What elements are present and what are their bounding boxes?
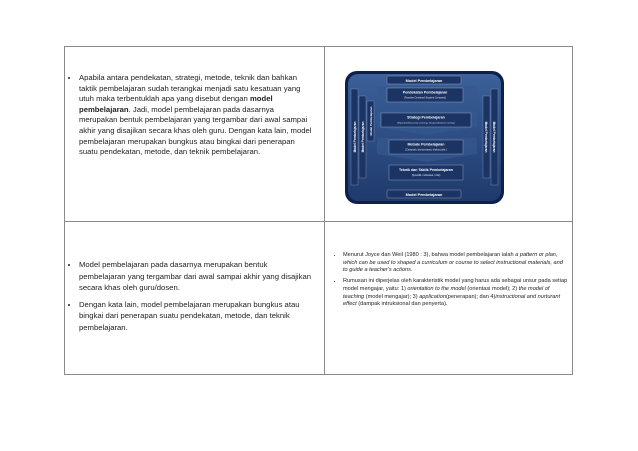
level-2-title: Strategi Pembelajaran xyxy=(407,115,445,120)
level-4-sub: (Spesifik, individual, Unik) xyxy=(411,174,441,177)
slide-3 xyxy=(65,222,324,376)
slide-4-list xyxy=(331,252,568,309)
item-2-text-1: Rumusan ini diperjelas oleh karakteristik model yang harus ada sebagai unsur pada setiap model mengajar, yaitu: 1) xyxy=(343,278,568,292)
paragraph-bold-term: model pembelajaran xyxy=(79,94,273,114)
item-2-text-2: (orientasi model); 2) xyxy=(465,285,519,292)
item-2-term-3: application xyxy=(419,293,446,300)
item-2-term-2: the model of teaching xyxy=(343,285,550,300)
item-2-text-4: (penerapan); dan 4) xyxy=(445,293,496,300)
item-2-term-4: instructional and nurturant effect xyxy=(343,293,561,308)
left-outer-label: Model Pembelajaran xyxy=(353,121,357,153)
top-label: Model Pembelajaran xyxy=(405,78,443,83)
slide-2 xyxy=(325,47,574,221)
slide-3-item-2: • Dengan kata lain, model pembelajaran merupakan bungkus atau bingkai dari penerapan suatu pendekatan, metode, dan teknik pembelajaran. xyxy=(79,299,316,334)
slide-4 xyxy=(325,222,574,376)
item-1-text: Menurut Joyce dan Weil (1980 : 3), bahwa model pembelajaran ialah xyxy=(343,252,516,258)
level-3-sub: (Ceramah, demonstrasi, diskusi,dsb.) xyxy=(405,148,447,152)
slide-1-list xyxy=(67,73,314,158)
slide-4-item-2 xyxy=(343,278,568,309)
paragraph-text: Apabila antara pendekatan, strategi, metode, teknik dan bahkan taktik pembelajaran sudah terangkai menjadi satu kesatuan yang utuh maka terbentuklah apa yang disebut dengan xyxy=(79,73,301,104)
slide-4-item-1 xyxy=(343,252,568,275)
item-1-end: . xyxy=(410,267,413,274)
level-1-sub: (Teacher Centered Student Centered) xyxy=(404,96,446,100)
level-2-sub: (Exposition/Discovery Learning, Group-Individual Learning) xyxy=(397,122,455,125)
item-2-term-1: orientation to the model xyxy=(407,285,466,292)
model-pembelajaran-diagram xyxy=(345,71,504,204)
level-1-title: Pendekatan Pembelajaran xyxy=(402,90,448,95)
left-mid-label: Model Pembelajaran xyxy=(361,121,365,153)
slide-3-list xyxy=(67,259,316,334)
right-inner-label: Model Pembelajaran xyxy=(484,121,488,153)
level-4-title: Teknik dan Taktik Pembelajaran xyxy=(399,168,453,172)
handout-page xyxy=(64,46,573,375)
slide-3-item-1: • Model pembelajaran pada dasarnya merupakan bentuk pembelajaran yang tergambar dari awal sampai akhir yang disajikan secara khas oleh guru/dosen. xyxy=(79,259,316,294)
item-2-text-3: (model mengajar); 3) xyxy=(364,293,420,300)
slide-1 xyxy=(65,47,324,221)
paragraph-text-continued: . Jadi, model pembelajaran pada dasarnya merupakan bentuk pembelajaran yang tergambar dari awal sampai akhir yang disajikan secara khas oleh guru. Dengan kata lain, model pembelajaran merupakan bungkus atau bingkai dari penerapan suatu pendekatan, metode, dan teknik pembelajaran. xyxy=(79,104,312,157)
item-1-quote: a pattern or plan, which can be used to shaped a curriculum or course to select instructional materials, and to guide a teacher's actions xyxy=(343,252,563,274)
item-2-text-5: (dampak intruksional dan penyerta). xyxy=(356,301,448,308)
slide-1-paragraph xyxy=(79,73,314,158)
level-3-title: Metode Pembelajaran xyxy=(407,142,445,147)
left-inner-label: Model Pembelajaran xyxy=(369,106,373,136)
right-outer-label: Model Pembelajaran xyxy=(492,121,496,153)
bottom-label: Model Pembelajaran xyxy=(405,192,443,197)
